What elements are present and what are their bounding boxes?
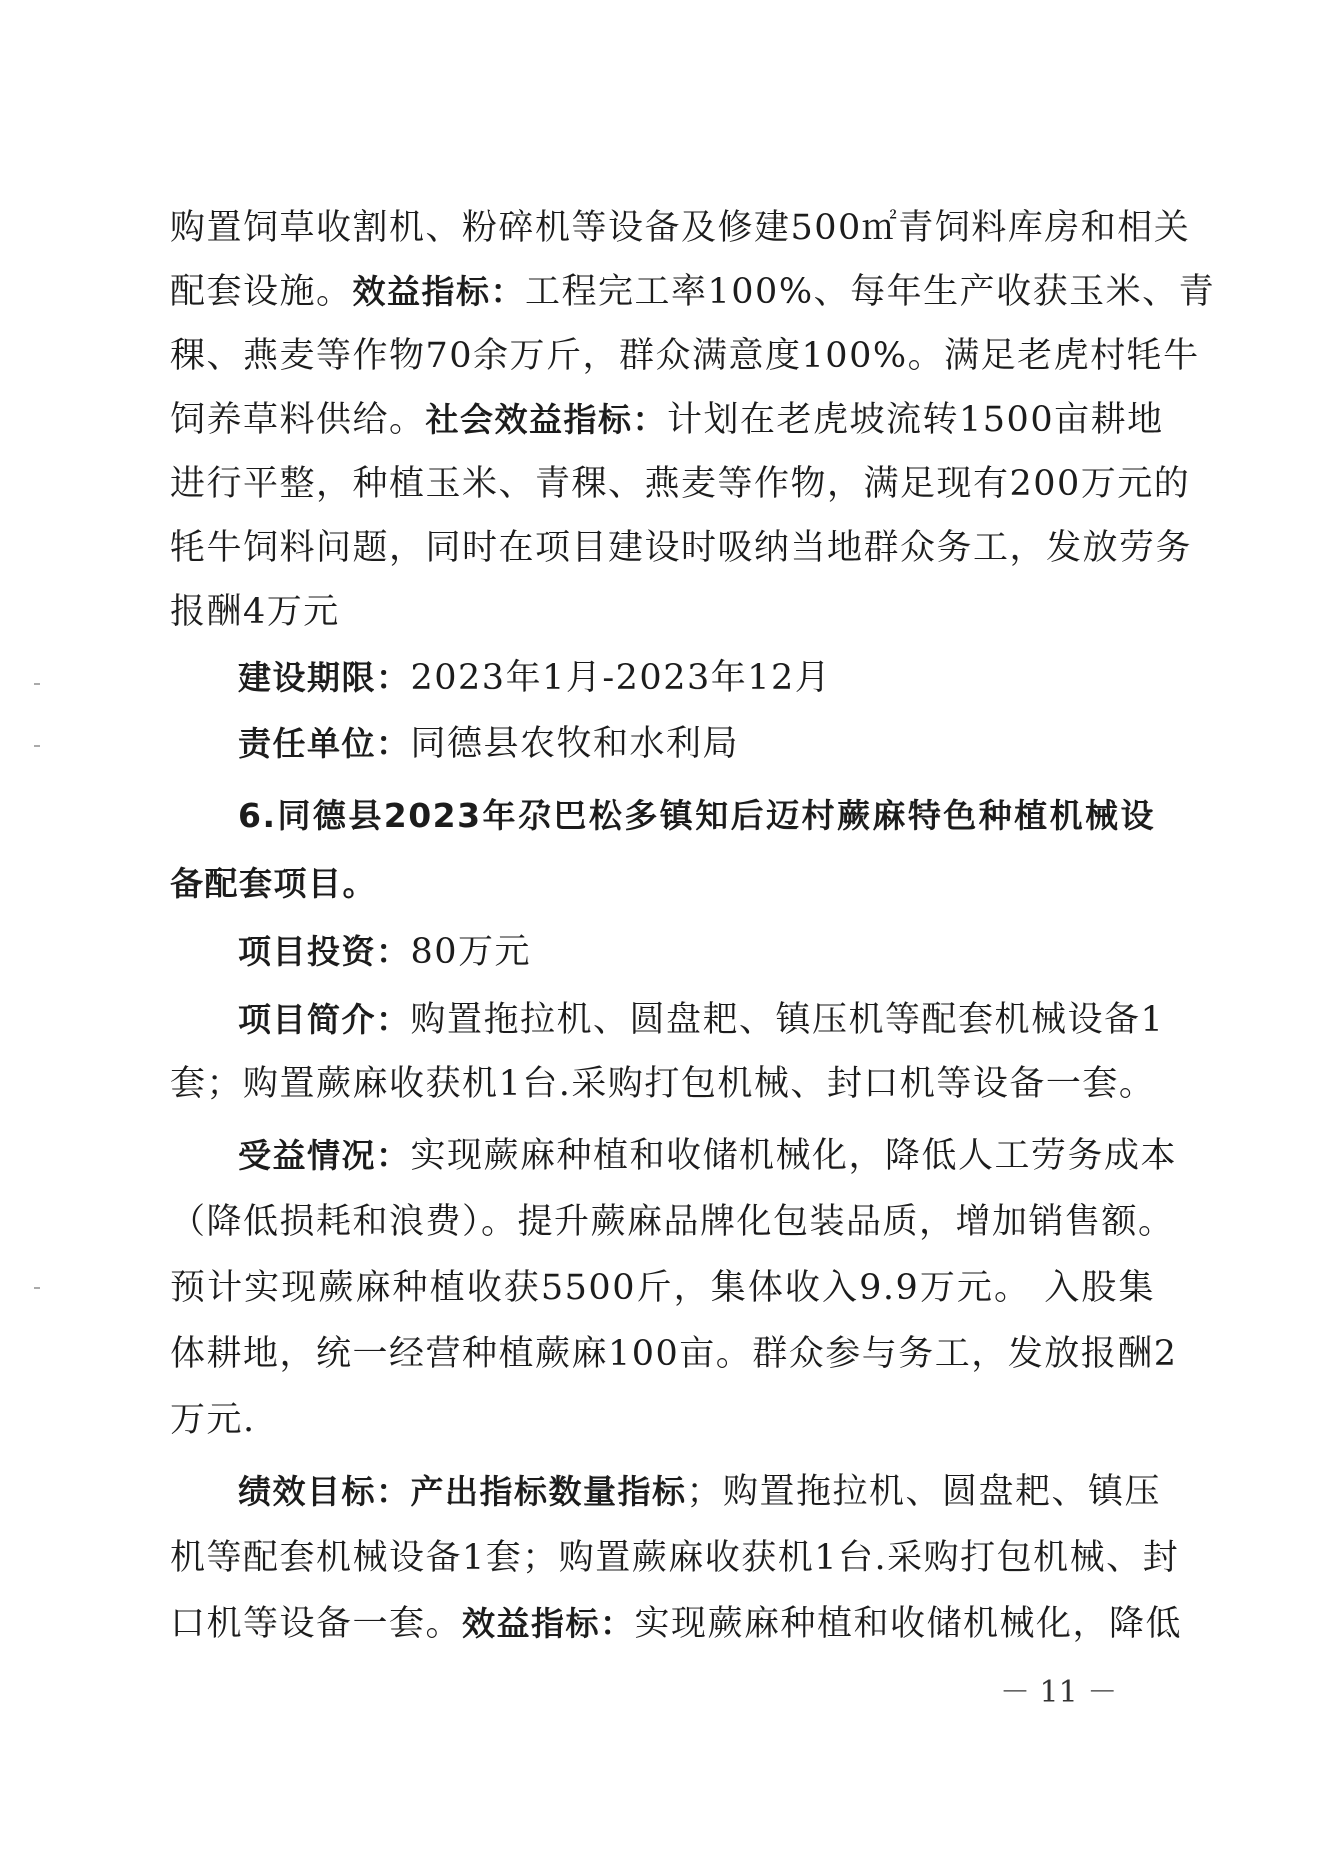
text-span: ；购置拖拉机、圆盘耙、镇压 — [686, 1472, 1162, 1512]
text-span: 计划在老虎坡流转1500亩耕地 — [667, 400, 1164, 440]
text-line — [170, 1526, 1180, 1590]
text-span: （降低损耗和浪费）。提升蕨麻品牌化包装品质，增加销售额。 — [170, 1202, 1175, 1242]
text-span: 稞、燕麦等作物70余万斤，群众满意度100%。满足老虎村牦牛 — [170, 336, 1200, 376]
text-span: 2023年1月-2023年12月 — [410, 658, 832, 698]
text-span: 实现蕨麻种植和收储机械化，降低人工劳务成本 — [410, 1136, 1178, 1176]
text-span: 口机等设备一套。 — [170, 1604, 463, 1644]
section-heading — [238, 784, 1155, 848]
heading-text: 备配套项目。 — [170, 864, 377, 903]
text-line — [170, 1592, 1183, 1656]
text-line — [170, 1388, 1155, 1452]
text-line — [238, 988, 1165, 1052]
bold-label: 效益指标： — [352, 272, 526, 311]
bold-label: 产出指标数量指标 — [410, 1472, 687, 1511]
text-line — [170, 1256, 1155, 1320]
bold-label: 社会效益指标： — [425, 400, 668, 439]
scan-mark — [34, 683, 40, 685]
text-line — [238, 646, 1155, 710]
text-line — [238, 712, 1155, 776]
text-line — [170, 1052, 1155, 1116]
text-span: 进行平整，种植玉米、青稞、燕麦等作物，满足现有200万元的 — [170, 464, 1191, 504]
text-line — [170, 516, 1193, 580]
text-span: 套；购置蕨麻收获机1台.采购打包机械、封口机等设备一套。 — [170, 1064, 1156, 1104]
text-span: 配套设施。 — [170, 272, 353, 312]
text-span: 报酬4万元 — [170, 592, 340, 632]
text-line — [170, 580, 1155, 644]
text-span: 饲养草料供给。 — [170, 400, 426, 440]
scan-mark — [34, 745, 40, 747]
bold-label: 受益情况： — [238, 1136, 411, 1175]
text-line — [170, 196, 1191, 260]
text-line — [170, 260, 1216, 324]
text-span: 同德县农牧和水利局 — [410, 724, 740, 764]
text-line — [238, 1460, 1162, 1524]
text-line — [238, 920, 1155, 984]
text-span: 万元. — [170, 1400, 256, 1440]
bold-label: 效益指标： — [462, 1604, 635, 1643]
bold-label: 责任单位： — [238, 724, 411, 763]
text-line — [238, 1124, 1178, 1188]
text-line — [170, 324, 1200, 388]
text-line — [170, 388, 1164, 452]
bold-label: 项目投资： — [238, 932, 411, 971]
text-span: 牦牛饲料问题，同时在项目建设时吸纳当地群众务工，发放劳务 — [170, 528, 1193, 568]
section-heading — [170, 852, 1155, 916]
scan-mark — [34, 1287, 40, 1289]
text-line — [170, 1190, 1175, 1254]
text-span: 体耕地，统一经营种植蕨麻100亩。群众参与务工，发放报酬2 — [170, 1334, 1178, 1374]
text-span: 80万元 — [410, 932, 532, 972]
text-span: 购置饲草收割机、粉碎机等设备及修建500㎡青饲料库房和相关 — [170, 208, 1191, 248]
text-span: 预计实现蕨麻种植收获5500斤，集体收入9.9万元。 入股集 — [170, 1268, 1155, 1308]
heading-text: 6.同德县2023年尕巴松多镇知后迈村蕨麻特色种植机械设 — [238, 796, 1155, 835]
bold-label: 项目简介： — [238, 1000, 411, 1039]
page-number: － 11 － — [1000, 1675, 1118, 1710]
bold-label: 建设期限： — [238, 658, 411, 697]
text-span: 实现蕨麻种植和收储机械化，降低 — [634, 1604, 1183, 1644]
text-line — [170, 1322, 1178, 1386]
text-line — [170, 452, 1191, 516]
text-span: 工程完工率100%、每年生产收获玉米、青 — [525, 272, 1216, 312]
text-span: 机等配套机械设备1套；购置蕨麻收获机1台.采购打包机械、封 — [170, 1538, 1180, 1578]
text-span: 购置拖拉机、圆盘耙、镇压机等配套机械设备1 — [410, 1000, 1165, 1040]
bold-label: 绩效目标： — [238, 1472, 411, 1511]
